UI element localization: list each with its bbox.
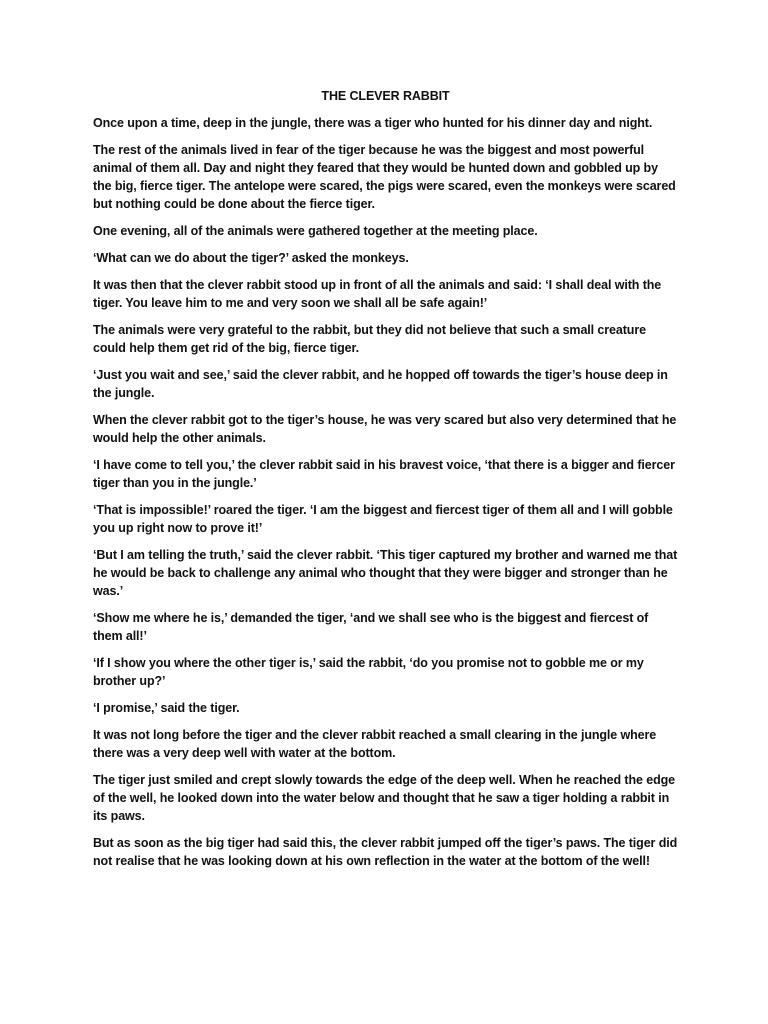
paragraph-11: ‘But I am telling the truth,’ said the clever rabbit. ‘This tiger captured my brother and warned me that he would be back to challenge any animal who thought that they were bigger and stronger than he was.’	[93, 548, 678, 598]
paragraph-6: The animals were very grateful to the rabbit, but they did not believe that such a small creature could help them get rid of the big, fierce tiger.	[93, 323, 646, 355]
paragraph-17: But as soon as the big tiger had said this, the clever rabbit jumped off the tiger’s paws. The tiger did not realise that he was looking down at his own reflection in the water at the bottom of the well!	[93, 836, 678, 868]
document-body	[93, 87, 678, 879]
paragraph-9: ‘I have come to tell you,’ the clever rabbit said in his bravest voice, ‘that there is a bigger and fiercer tiger than you in the jungle.’	[93, 458, 675, 490]
paragraph-13: ‘If I show you where the other tiger is,’ said the rabbit, ‘do you promise not to gobble me or my brother up?’	[93, 656, 644, 688]
page-title: THE CLEVER RABBIT	[321, 89, 450, 103]
paragraph-10: ‘That is impossible!’ roared the tiger. ‘I am the biggest and fiercest tiger of them all and I will gobble you up right now to prove it!’	[93, 503, 673, 535]
paragraph-4: ‘What can we do about the tiger?’ asked the monkeys.	[93, 251, 409, 265]
paragraph-7: ‘Just you wait and see,’ said the clever rabbit, and he hopped off towards the tiger’s house deep in the jungle.	[93, 368, 668, 400]
paragraph-1: Once upon a time, deep in the jungle, there was a tiger who hunted for his dinner day and night.	[93, 116, 653, 130]
paragraph-2: The rest of the animals lived in fear of the tiger because he was the biggest and most powerful animal of them all. Day and night they feared that they would be hunted down and gobbled up by the big, fierce tiger. The antelope were scared, the pigs were scared, even the monkeys were scared but nothing could be done about the fierce tiger.	[93, 143, 676, 211]
paragraph-12: ‘Show me where he is,’ demanded the tiger, ‘and we shall see who is the biggest and fiercest of them all!’	[93, 611, 649, 643]
paragraph-5: It was then that the clever rabbit stood up in front of all the animals and said: ‘I shall deal with the tiger. You leave him to me and very soon we shall all be safe again!’	[93, 278, 662, 310]
paragraph-15: It was not long before the tiger and the clever rabbit reached a small clearing in the jungle where there was a very deep well with water at the bottom.	[93, 728, 657, 760]
paragraph-8: When the clever rabbit got to the tiger’s house, he was very scared but also very determined that he would help the other animals.	[93, 413, 677, 445]
paragraph-3: One evening, all of the animals were gathered together at the meeting place.	[93, 224, 538, 238]
paragraph-14: ‘I promise,’ said the tiger.	[93, 701, 240, 715]
paragraph-16: The tiger just smiled and crept slowly towards the edge of the deep well. When he reached the edge of the well, he looked down into the water below and thought that he saw a tiger holding a rabbit in its paws.	[93, 773, 675, 823]
